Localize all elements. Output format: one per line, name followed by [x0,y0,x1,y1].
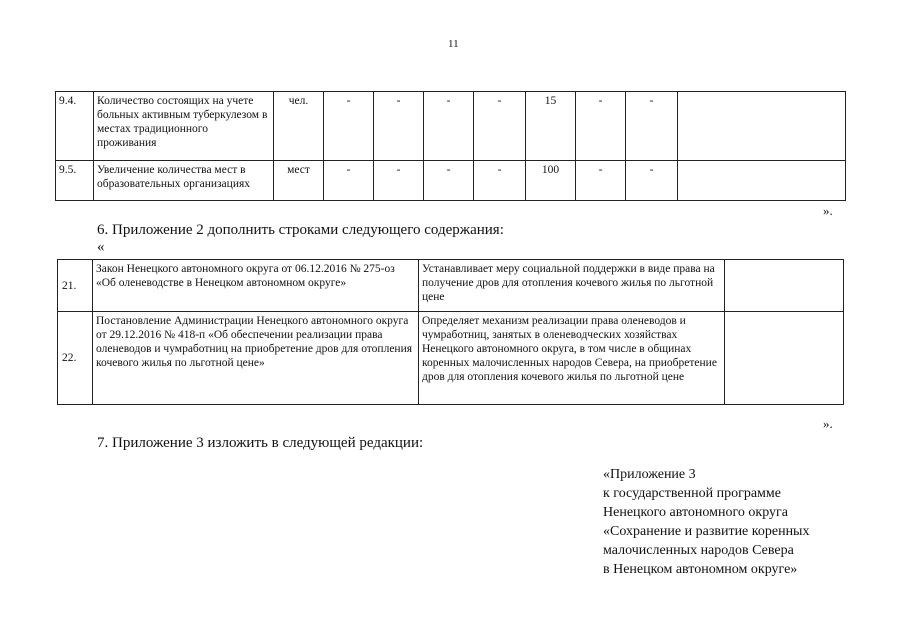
value-cell: - [626,92,678,161]
value-cell: - [324,161,374,201]
row-number: 9.5. [56,161,94,201]
value-cell: - [424,161,474,201]
table2-row [58,260,844,312]
appendix-line: «Приложение 3 [603,467,696,482]
page-number: 11 [448,38,459,50]
value-cell: 100 [526,161,576,201]
unit-cell: чел. [274,92,324,161]
value-cell: - [374,92,424,161]
table2-row [58,312,844,405]
legal-act-description: Устанавливает меру социальной поддержки в виде права на получение дров для отопления кочевого жилья по льготной цене [419,260,725,312]
value-cell: - [576,92,626,161]
value-cell: - [626,161,678,201]
table2-closing-quote: ». [823,416,833,431]
row-number: 9.4. [56,92,94,161]
unit-cell: мест [274,161,324,201]
legal-act-description: Определяет механизм реализации права оленеводов и чумработниц, занятых в оленеводческих хозяйствах Ненецкого автономного округа, в том числе в общинах коренных малочисленных народов Севера, на приобретение дров для отопления кочевого жилья по льготной цене [419,312,725,405]
legal-act-title: Постановление Администрации Ненецкого автономного округа от 29.12.2016 № 418-п «Об обеспечении реализации права оленеводов и чумработниц на приобретение дров для отопления кочевого жилья по льготной цене» [93,312,419,405]
paragraph-6: 6. Приложение 2 дополнить строками следующего содержания: [97,222,504,238]
legal-acts-table [57,259,844,405]
appendix-line: к государственной программе [603,486,781,501]
legal-act-title: Закон Ненецкого автономного округа от 06.12.2016 № 275-оз «Об оленеводстве в Ненецком автономном округе» [93,260,419,312]
value-cell: - [374,161,424,201]
indicators-table [55,91,846,201]
value-cell [678,92,846,161]
appendix-heading-block [603,465,809,579]
row-number: 22. [58,312,93,405]
table1-row [56,161,846,201]
value-cell: - [474,92,526,161]
empty-cell [725,312,844,405]
appendix-line: малочисленных народов Севера [603,543,794,558]
opening-quote: « [97,239,105,255]
appendix-line: в Ненецком автономном округе» [603,562,798,577]
indicator-name: Количество состоящих на учете больных активным туберкулезом в местах традиционного проживания [94,92,274,161]
value-cell: - [424,92,474,161]
table1-closing-quote: ». [823,203,833,218]
empty-cell [725,260,844,312]
appendix-line: Ненецкого автономного округа [603,505,788,520]
value-cell: - [324,92,374,161]
value-cell: - [474,161,526,201]
appendix-line: «Сохранение и развитие коренных [603,524,810,539]
value-cell: 15 [526,92,576,161]
paragraph-7: 7. Приложение 3 изложить в следующей редакции: [97,435,424,451]
indicator-name: Увеличение количества мест в образовательных организациях [94,161,274,201]
value-cell: - [576,161,626,201]
value-cell [678,161,846,201]
table1-row [56,92,846,161]
row-number: 21. [58,260,93,312]
